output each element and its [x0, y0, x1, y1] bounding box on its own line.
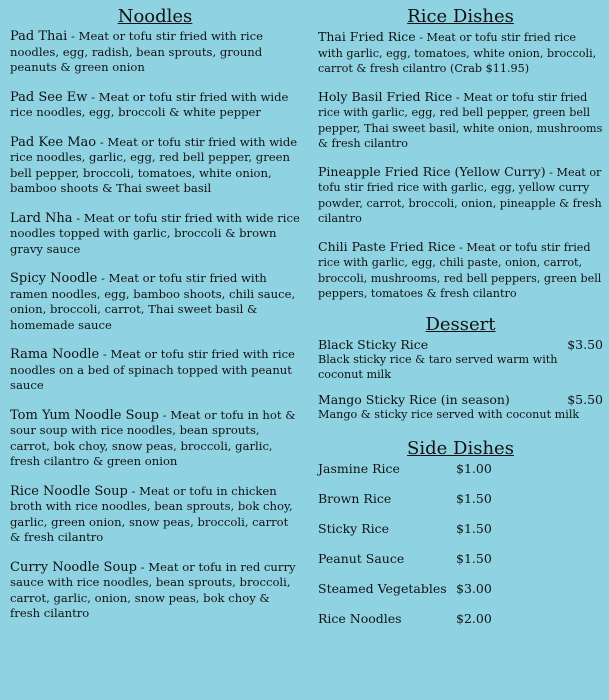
item-desc: Black sticky rice & taro served warm with coconut milk	[318, 352, 558, 381]
side-item	[318, 461, 603, 476]
item-name: Jasmine Rice	[318, 460, 400, 476]
menu-item	[10, 271, 300, 333]
item-name: Chili Paste Fried Rice	[318, 238, 456, 254]
item-desc: - Meat or tofu stir fried with wide rice noodles, garlic, egg, red bell pepper, green bell pepper, broccoli, tomatoes, white onion, bamboo shoots & Thai sweet basil	[10, 134, 298, 195]
item-name: Steamed Vegetables	[318, 580, 447, 596]
item-desc: - Meat or tofu stir fried rice with garlic, egg, tomatoes, white onion, broccoli, carrot & fresh cilantro (Crab $11.95)	[318, 31, 597, 75]
dessert-item	[318, 337, 603, 382]
item-price: $3.00	[456, 580, 492, 596]
item-desc: - Meat or tofu in hot & sour soup with rice noodles, bean sprouts, carrot, bok choy, snow peas, broccoli, garlic, fresh cilantro & green onion	[10, 407, 296, 468]
item-name: Holy Basil Fried Rice	[318, 88, 453, 104]
menu-item	[10, 347, 300, 394]
menu-item	[318, 239, 603, 302]
item-name: Brown Rice	[318, 490, 392, 506]
menu-item	[318, 164, 603, 227]
item-price: $1.00	[456, 460, 492, 476]
item-name: Curry Noodle Soup	[10, 559, 137, 575]
menu-item	[10, 135, 300, 197]
item-name: Rama Noodle	[10, 347, 100, 362]
menu-item	[10, 408, 300, 470]
dessert-heading: Dessert	[425, 313, 496, 335]
item-desc: - Meat or tofu stir fried rice with garlic, egg, yellow curry powder, carrot, broccoli, onion, pineapple & fresh cilantro	[318, 165, 602, 225]
item-price: $5.50	[567, 391, 603, 407]
menu-item	[10, 29, 300, 76]
item-desc: - Meat or tofu stir fried with rice noodles, egg, radish, bean sprouts, ground peanuts & green onion	[10, 29, 263, 74]
noodles-column	[10, 0, 300, 636]
menu-item	[318, 89, 603, 152]
item-desc: - Meat or tofu stir fried with wide rice noodles, egg, broccoli & white pepper	[10, 89, 289, 119]
side-item	[318, 581, 603, 596]
item-name: Pad See Ew	[10, 89, 88, 105]
item-name: Rice Noodles	[318, 610, 402, 626]
item-name: Rice Noodle Soup	[10, 483, 128, 499]
item-name: Pad Thai	[10, 29, 68, 44]
right-column	[318, 0, 603, 641]
menu-item	[318, 29, 603, 77]
side-item	[318, 521, 603, 536]
item-price: $1.50	[456, 490, 492, 506]
item-price: $2.00	[456, 610, 492, 626]
sides-heading: Side Dishes	[407, 437, 514, 459]
noodles-heading: Noodles	[117, 6, 193, 27]
menu-item	[10, 90, 300, 121]
side-item	[318, 611, 603, 626]
item-name: Lard Nha	[10, 210, 73, 226]
menu-item	[10, 560, 300, 622]
item-name: Peanut Sauce	[318, 550, 405, 566]
item-name: Spicy Noodle	[10, 271, 98, 286]
item-name: Mango Sticky Rice (in season)	[318, 391, 510, 407]
item-price: $3.50	[567, 336, 603, 352]
item-desc: - Meat or tofu in chicken broth with rice noodles, bean sprouts, bok choy, garlic, green onion, snow peas, broccoli, carrot & fresh cilantro	[10, 483, 293, 544]
item-name: Sticky Rice	[318, 520, 390, 536]
item-desc: Mango & sticky rice served with coconut milk	[318, 407, 580, 421]
item-desc: - Meat or tofu stir fried rice with garlic, egg, red bell pepper, green bell pepper, Thai sweet basil, white onion, mushrooms & fresh cilantro	[318, 90, 603, 150]
rice-heading: Rice Dishes	[407, 6, 514, 27]
item-price: $1.50	[456, 550, 492, 566]
item-desc: - Meat or tofu in red curry sauce with rice noodles, bean sprouts, broccoli, carrot, garlic, onion, snow peas, bok choy & fresh cilantro	[10, 559, 296, 620]
item-name: Pineapple Fried Rice (Yellow Curry)	[318, 163, 546, 179]
item-name: Tom Yum Noodle Soup	[10, 407, 159, 423]
item-desc: - Meat or tofu stir fried rice with garlic, egg, chili paste, onion, carrot, broccoli, mushrooms, red bell peppers, green bell peppers, tomatoes & fresh cilantro	[318, 240, 602, 300]
side-item	[318, 551, 603, 566]
dessert-item	[318, 392, 603, 422]
item-name: Black Sticky Rice	[318, 336, 429, 352]
item-name: Thai Fried Rice	[318, 29, 416, 44]
item-price: $1.50	[456, 520, 492, 536]
menu-item	[10, 484, 300, 546]
item-desc: - Meat or tofu stir fried with rice noodles on a bed of spinach topped with peanut sauce	[10, 347, 295, 392]
menu-item	[10, 211, 300, 258]
item-name: Pad Kee Mao	[10, 134, 97, 150]
item-desc: - Meat or tofu stir fried with wide rice noodles topped with garlic, broccoli & brown gravy sauce	[10, 210, 300, 256]
side-item	[318, 491, 603, 506]
item-desc: - Meat or tofu stir fried with ramen noodles, egg, bamboo shoots, chili sauce, onion, broccoli, carrot, Thai sweet basil & homemade sauce	[10, 271, 296, 332]
